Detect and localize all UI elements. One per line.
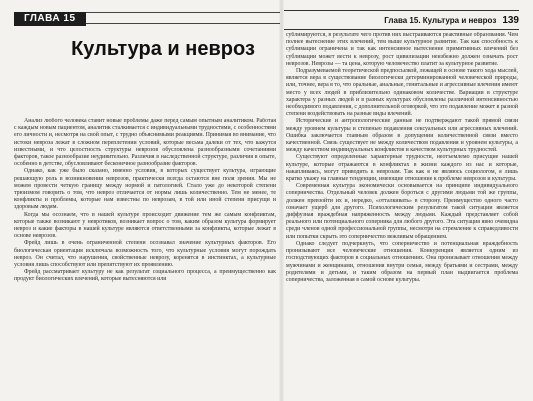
page-number: 139	[502, 14, 519, 26]
paragraph: Когда мы осознаем, что в нашей культуре происходит движение тем же самым конфликтам, которые также возникают у невротиков, возникает вопрос о том, каким образом культура формирует невроз и какие факторы в нашей культуре являются ответственными за конфликты, которые лежат в основе неврозов.	[14, 211, 276, 240]
paragraph: Анализ любого человека ставит новые проблемы даже перед самым опытным аналитиком. Работая с каждым новым пациентом, аналитик сталкивается с индивидуальными трудностями, с особенностями его личности и, несмотря на свой опыт, с трудно объяснимыми реакциями. Принимая во внимание, что истоки невроза лежат в сложном переплетении условий, которые весьма далеки от тех, что кажутся известными, и что целостность структуры неврозов обусловлена разнообразными сочетаниями факторов, такое разнообразие неудивительно. Различия в наследственной структуре, различия в опыте, особенно в детстве, обусловливают бесконечное разнообразие факторов.	[14, 118, 276, 168]
running-header	[284, 10, 519, 30]
chapter-label: ГЛАВА 15	[14, 12, 86, 26]
left-column-text	[14, 118, 276, 398]
paragraph: Однако, как уже было сказано, именно условия, в которых существует культура, играющие решающую роль в возникновении неврозов, практически всегда остаются вне поля зрения. Мы не можем провести четкую границу между нормой и патологией. Стало уже до некоторой степени трюизмом говорить о том, что невроз отличается от нормы лишь количественно. Тем не менее, те конфликты и проблемы, которые нам известны по неврозам, в той или иной степени присущи и здоровым людям.	[14, 168, 276, 211]
paragraph: Фрейд рассматривает культуру не как результат социального процесса, а преимущественно как продукт биологических влечений, которые вытесняются или	[14, 269, 276, 283]
paragraph: Подразумеваемой теоретической предпосылкой, лежащей в основе такого хода мыслей, является вера в существование биологически детерминированной человеческой природы, или, точнее, вера в то, что оральные, анальные, генитальные и агрессивные влечения имеют место у всех людей в приблизительно одинаковом количестве. Вариации в структуре характера у разных людей и в разных культурах обусловлены различной интенсивностью необходимого подавления, с дополнительной оговоркой, что это подавление может в разной степени воздействовать на разные виды влечений.	[286, 68, 518, 118]
running-header-title: Глава 15. Культура и невроз	[384, 15, 497, 25]
paragraph: Однако следует подчеркнуть, что соперничество и потенциальная враждебность пронизывают все человеческие отношения. Конкуренция является одним из господствующих факторов в социальных отношениях. Она пронизывает отношения между мужчинами и женщинами, отношения внутри семьи, между братьями и сестрами, между родителями и детьми, и таким образом на первый план выдвигается проблема соперничества, заложенная в самой основе культуры.	[286, 240, 518, 283]
chapter-title: Культура и невроз	[71, 38, 255, 60]
right-column-text	[286, 32, 518, 398]
paragraph: сублимируются, в результате чего против них выстраиваются реактивные образования. Чем полнее вытеснение этих влечений, тем выше культурное развитие. Так как способность к сублимации ограничена и так как интенсивное вытеснение примитивных влечений без сублимации может вести к неврозу, рост цивилизации неизбежно должен означать рост неврозов. Неврозы — та цена, которую человечество платит за культурное развитие.	[286, 32, 518, 67]
paragraph: Существуют определенные характерные трудности, неотъемлемо присущие нашей культуре, которые отражаются в конфликтах в жизни каждого из нас и которые, накапливаясь, могут приводить к неврозам. Так как я не являюсь социологом, я лишь кратко укажу на главные тенденции, имеющие отношение к проблеме неврозов и культуры.	[286, 154, 518, 183]
book-spine-shadow	[279, 0, 284, 401]
paragraph: Современная культура экономически основывается на принципе индивидуального соперничества. Отдельный человек должен бороться с другими людьми той же группы, должен превзойти их и, нередко, «отталкивать» в сторону. Преимущество одного часто означает ущерб для другого. Психологическим результатом такой ситуации является диффузная враждебная напряженность между людьми. Каждый представляет собой реального или потенциального соперника для любого другого. Эта ситуация явно очевидна среди членов одной профессиональной группы, несмотря на стремление к справедливости или попытки скрыть это соперничество вежливым обращением.	[286, 183, 518, 240]
paragraph: Фрейд лишь в очень ограниченной степени осознавал значение культурных факторов. Его биологическая ориентация исключала возможность того, что культурные условия могут порождать невроз. Он считал, что нарушения, свойственные неврозу, коренятся в инстинктах, а культурные условия лишь способствуют или препятствуют их проявлению.	[14, 240, 276, 269]
paragraph: Исторические и антропологические данные не подтверждают такой прямой связи между уровнем культуры и степенью подавления сексуальных или агрессивных влечений. Ошибка заключается главным образом в допущении количественной связи вместо качественной. Связь существует не между количеством подавления и уровнем культуры, а между качеством индивидуальных конфликтов и качеством культурных трудностей.	[286, 118, 518, 154]
